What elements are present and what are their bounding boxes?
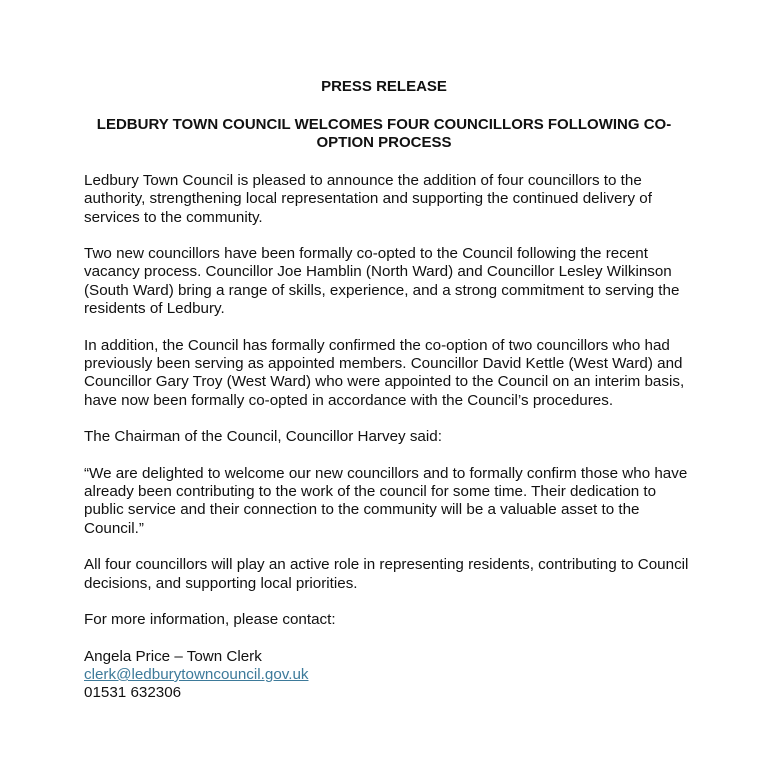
contact-email-link[interactable]: clerk@ledburytowncouncil.gov.uk [84,666,309,684]
contact-prompt: For more information, please contact: [84,611,336,629]
new-councillors-paragraph: Two new councillors have been formally co-opted to the Council following the recent vacancy process. Councillor Joe Hamblin (North Ward) and Councillor Lesley Wilkinson (South Ward) bring a range of skills, experience, and a strong commitment to serving the residents of Ledbury. [84,245,680,318]
contact-details [84,648,689,703]
press-release-title: LEDBURY TOWN COUNCIL WELCOMES FOUR COUNCILLORS FOLLOWING CO-OPTION PROCESS [96,116,672,151]
chairman-intro-paragraph: The Chairman of the Council, Councillor Harvey said: [84,428,442,446]
confirmed-councillors-paragraph: In addition, the Council has formally confirmed the co-option of two councillors who had previously been serving as appointed members. Councillor David Kettle (West Ward) and Councillor Gary Troy (West Ward) who were appointed to the Council on an interim basis, have now been formally co-opted in accordance with the Council’s procedures. [84,336,685,409]
contact-phone: 01531 632306 [84,684,182,702]
closing-paragraph: All four councillors will play an active role in representing residents, contributing to Council decisions, and supporting local priorities. [84,556,689,592]
intro-paragraph: Ledbury Town Council is pleased to announce the addition of four councillors to the authority, strengthening local representation and supporting the continued delivery of services to the community. [84,172,652,226]
chairman-quote-paragraph: “We are delighted to welcome our new councillors and to formally confirm those who have already been contributing to the work of the council for some time. Their dedication to public service and their connection to the community will be a valuable asset to the Council.” [84,464,688,537]
press-release-label: PRESS RELEASE [321,78,447,95]
contact-name: Angela Price – Town Clerk [84,647,262,665]
